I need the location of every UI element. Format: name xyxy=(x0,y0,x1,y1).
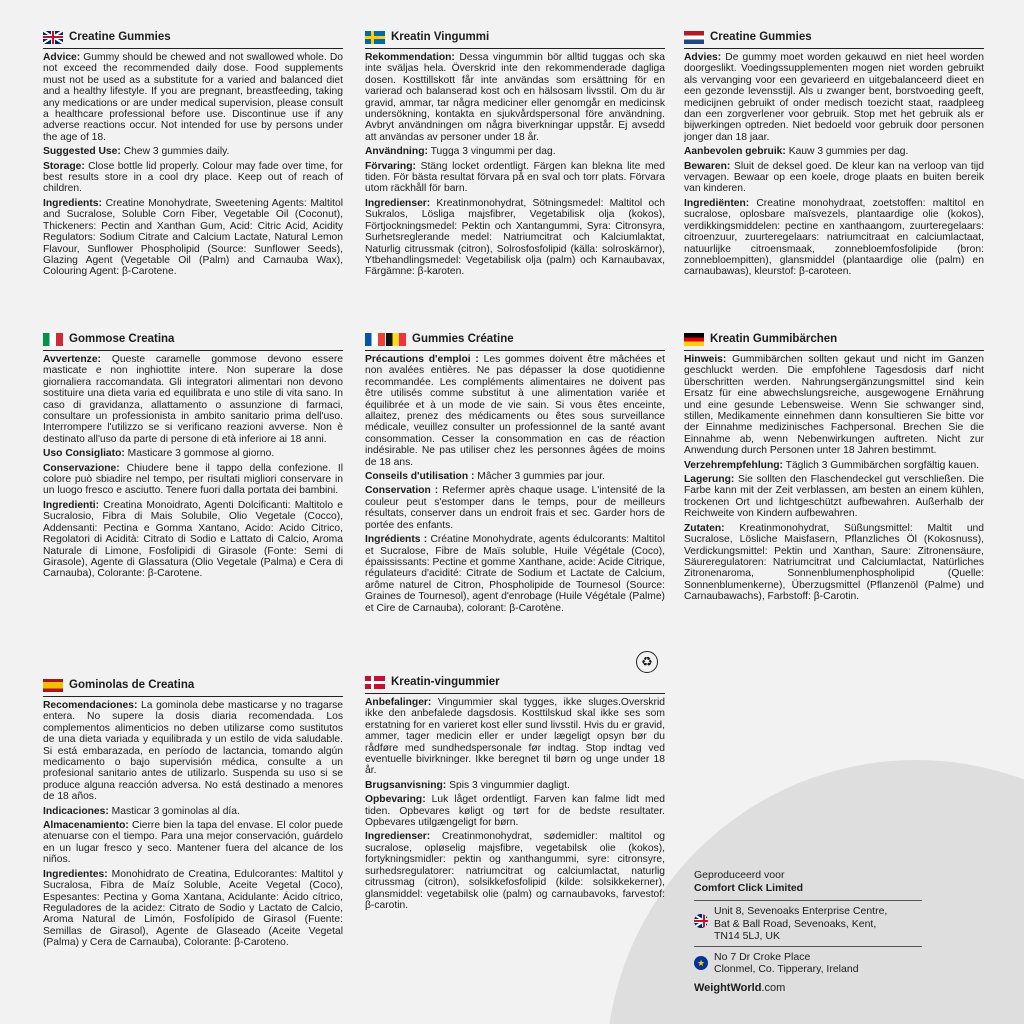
section-title: Kreatin Vingummi xyxy=(391,31,490,43)
paragraph-label: Användning: xyxy=(365,146,428,158)
section-heading xyxy=(365,675,665,689)
section-title: Creatine Gummies xyxy=(69,31,171,43)
section-es xyxy=(43,678,343,952)
divider xyxy=(365,48,665,49)
paragraph-label: Avvertenze: xyxy=(43,354,101,365)
paragraph-label: Zutaten: xyxy=(684,522,725,534)
section-paragraph xyxy=(43,161,343,195)
paragraph-label: Suggested Use: xyxy=(43,146,121,158)
eu-flag-icon xyxy=(694,956,708,970)
paragraph-text: Vingummier skal tygges, ikke sluges.Overskrid ikke den anbefalede dagsdosis. Kosttilskud skal ikke ses som erstatning for en varieret kost eller sund livsstil. Hvis du er gravid, ammer, tager medicin eller er under lægeligt opsyn bør du rådføre med sundhedspersonale før indtag. Stop indtag ved eventuelle bivirkninger. Ikke beregnet til børn og unge under 18 år. xyxy=(365,697,665,777)
section-title: Kreatin Gummibärchen xyxy=(710,333,838,345)
paragraph-text: Masticar 3 gominolas al día. xyxy=(108,805,240,817)
paragraph-label: Ingrediënten: xyxy=(684,197,750,209)
sweden-flag-icon xyxy=(365,31,385,44)
section-heading xyxy=(365,30,665,44)
uk-flag-icon xyxy=(694,914,708,928)
paragraph-text: Masticare 3 gommose al giorno. xyxy=(124,448,275,460)
paragraph-text: Monohidrato de Creatina, Edulcorantes: Maltitol y Sucralosa, Fibra de Maíz Soluble, Aceite Vegetal (Coco), Espesantes: Pectina y Goma Xantana, Acidulante: Ácido cítrico, Reguladores de la acidez: Citrato de Sodio y Lactato de Calcio, Aroma Natural de Limón, Fosfolípido de Girasol (Fuente: Semillas de Girasol), Agente de Glaseado (Aceite Vegetal (Palma) y Cera de Carnauba), Colorante: β-Caroteno. xyxy=(43,868,343,949)
section-paragraph xyxy=(684,460,984,471)
paragraph-label: Précautions d'emploi : xyxy=(365,354,479,365)
paragraph-text: Chew 3 gummies daily. xyxy=(120,146,230,158)
section-paragraph xyxy=(684,52,984,143)
section-paragraph xyxy=(684,523,984,603)
paragraph-text: Sie sollten den Flaschendeckel gut verschließen. Die Farbe kann mit der Zeit verblassen, am besten an einem kühlen, trockenen Ort und lichtgeschützt aufbewahren. Außerhalb der Reichweite von Kindern aufbewahren. xyxy=(684,474,984,520)
section-heading xyxy=(365,332,665,346)
divider xyxy=(43,696,343,697)
paragraph-text: Cierre bien la tapa del envase. El color puede atenuarse con el tiempo. Para una mejor conservación, guárdelo en un lugar fresco y seco. Mantener fuera del alcance de los niños. xyxy=(43,820,343,866)
section-paragraph xyxy=(43,700,343,803)
section-paragraph xyxy=(365,697,665,777)
spain-flag-icon xyxy=(43,679,63,692)
section-paragraph xyxy=(365,485,665,531)
paragraph-label: Ingredientes: xyxy=(43,868,108,880)
section-body xyxy=(365,697,665,911)
paragraph-label: Ingredienti: xyxy=(43,499,100,511)
section-paragraph xyxy=(43,806,343,817)
section-title: Creatine Gummies xyxy=(710,31,812,43)
paragraph-label: Ingredienser: xyxy=(365,831,431,843)
paragraph-text: Tugga 3 vingummi per dag. xyxy=(427,146,556,158)
address-line: Bat & Ball Road, Sevenoaks, Kent, xyxy=(714,917,877,930)
section-paragraph xyxy=(43,146,343,157)
paragraph-text: Close bottle lid properly. Colour may fade over time, for best results store in a cool dry place. Keep out of reach of children. xyxy=(43,160,343,195)
section-paragraph xyxy=(365,146,665,157)
section-en xyxy=(43,30,343,281)
paragraph-label: Almacenamiento: xyxy=(43,820,129,832)
paragraph-label: Bewaren: xyxy=(684,160,731,172)
paragraph-text: Sluit de deksel goed. De kleur kan na verloop van tijd vervagen. Bewaar op een koele, droge plaats en buiten bereik van kinderen. xyxy=(684,160,984,195)
paragraph-label: Aanbevolen gebruik: xyxy=(684,146,786,158)
website xyxy=(694,982,922,995)
section-paragraph xyxy=(365,831,665,911)
section-body xyxy=(365,354,665,614)
divider xyxy=(365,350,665,351)
denmark-flag-icon xyxy=(365,676,385,689)
paragraph-label: Indicaciones: xyxy=(43,805,109,817)
paragraph-label: Uso Consigliato: xyxy=(43,448,125,460)
paragraph-text: Refermer après chaque usage. L'intensité de la couleur peut s'estomper dans le temps, pour de meilleurs résultats, conserver dans un endroit frais et sec. Garder hors de portée des enfants. xyxy=(365,485,665,531)
paragraph-text: Luk låget ordentligt. Farven kan falme lidt med tiden. Opbevares køligt og tørt for de bedste resultater. Opbevares utilgængeligt for børn. xyxy=(365,794,665,829)
section-de xyxy=(684,332,984,606)
section-paragraph xyxy=(365,161,665,195)
paragraph-label: Ingredienser: xyxy=(365,197,431,209)
section-body xyxy=(684,52,984,278)
italy-flag-icon xyxy=(43,333,63,346)
address-line: Clonmel, Co. Tipperary, Ireland xyxy=(714,963,859,975)
section-heading xyxy=(43,332,343,346)
paragraph-text: Kreatinmonohydrat, Süßungsmittel: Maltit und Sucralose, Lösliche Maisfasern, Pflanzliches Öl (Kokosnuss), Verdickungsmittel: Pektin und Xanthan, Saure: Zitronensäure, Säureregulatoren: Natriumcitrat und Calciumlactat, Natürliches Zitronenaroma, Sonnenblumenphospholipid (Quelle: Sonnenblumenkerne), Überzugsmittel (Pflanzenöl (Palme) und Carnaubawachs), Farbstoff: β-Carotin. xyxy=(684,522,984,603)
belgium-flag-icon xyxy=(386,333,406,346)
paragraph-text: Gummibärchen sollten gekaut und nicht im Ganzen geschluckt werden. Die empfohlene Tagesdosis darf nicht überschritten werden. Nahrungsergänzungsmittel sind kein Ersatz für eine abwechslungsreiche, ausgewogene Ernährung und eine gesunde Lebensweise. Wenn Sie schwanger sind, stillen, Medikamente einnehmen dann konsultieren Sie bitte vor der Einnahme medizinisches Fachpersonal. Brechen Sie die Einnahme ab, wenn Nebenwirkungen auftreten. Nicht zur Anwendung durch Personen unter 18 Jahren bestimmt. xyxy=(684,354,984,457)
section-paragraph xyxy=(365,52,665,143)
section-body xyxy=(684,354,984,603)
paragraph-label: Lagerung: xyxy=(684,474,735,486)
section-body xyxy=(43,700,343,949)
section-paragraph xyxy=(365,198,665,278)
address-line: No 7 Dr Croke Place xyxy=(714,950,811,963)
paragraph-label: Advice: xyxy=(43,52,81,63)
address-ie xyxy=(694,946,922,979)
divider xyxy=(43,350,343,351)
paragraph-text: Creatine monohydraat, zoetstoffen: maltitol en sucralose, oplosbare maïsvezels, plantaardige olie (kokos), verdikkingsmiddelen: pectine en xanthaangom, zuurteregelaars: citroenzuur, zuurteregelaars: natriumcitraat en calciumlactaat, natuurlijke citroensmaak, zonnebloemfosfolipide (bron: zonnebloempitten), glansmiddel (plantaardige olie (palm) en carnaubawas), kleurstof: β-caroteen. xyxy=(684,197,984,278)
section-paragraph xyxy=(365,354,665,468)
recycle-icon: ♻ xyxy=(636,651,658,673)
paragraph-text: Les gommes doivent être mâchées et non avalées entières. Ne pas dépasser la dose quotidienne recommandée. Les compléments alimentaires ne doivent pas être utilisés comme substitut à une alimentation variée et équilibrée et à un mode de vie sain. Si vous êtes enceinte, allaitez, prenez des médicaments ou êtes sous surveillance médicale, veuillez consulter un professionnel de la santé avant consommation. Cesser la consommation en cas de réaction indésirable. Ne pas utiliser chez les personnes âgées de moins de 18 ans. xyxy=(365,354,665,468)
paragraph-text: Gummy should be chewed and not swallowed whole. Do not exceed the recommended daily dose. Food supplements must not be used as a substitute for a varied and balanced diet and a healthy lifestyle. If you are pregnant, breastfeeding, taking any medications or are under medical supervision, please consult a healthcare professional before use. Discontinue use if any adverse reactions occur. Not intended for use by persons under the age of 18. xyxy=(43,52,343,143)
producer-company: Comfort Click Limited xyxy=(694,881,804,894)
section-heading xyxy=(43,30,343,44)
section-paragraph xyxy=(684,354,984,457)
section-title: Gommose Creatina xyxy=(69,333,175,345)
paragraph-label: Recomendaciones: xyxy=(43,700,138,711)
section-paragraph xyxy=(684,474,984,520)
section-paragraph xyxy=(365,794,665,828)
section-title: Gummies Créatine xyxy=(412,333,514,345)
producer-info xyxy=(694,869,922,994)
paragraph-label: Brugsanvisning: xyxy=(365,779,447,791)
divider xyxy=(365,693,665,694)
divider xyxy=(43,48,343,49)
paragraph-text: La gominola debe masticarse y no tragarse entera. No supere la dosis diaria recomendada. Los complementos alimenticios no deben utilizarse como sustitutos de una dieta variada y equilibrada y un estilo de vida saludable. Si está embarazada, en período de lactancia, tomando algún medicamento o bajo supervisión médica, consulte a un profesional sanitario antes de utilizarlo. Suspenda su uso si se produce alguna reacción adversa. No está destinado a menores de 18 años. xyxy=(43,700,343,803)
paragraph-text: Queste caramelle gommose devono essere masticate e non inghiottite intere. Non superare la dose giornaliera raccomandata. Gli integratori alimentari non devono sostituire una dieta varia ed equilibrata e uno stile di vita sano. In caso di gravidanza, allattamento o assunzione di farmaci, consultare un professionista in ambito sanitario prima dell'uso. Interrompere l'utilizzo se si verificano reazioni avverse. Non è destinato all'uso da parte di persone di età inferiore ai 18 anni. xyxy=(43,354,343,445)
website-domain: .com xyxy=(761,981,786,994)
section-paragraph xyxy=(365,534,665,614)
section-nl xyxy=(684,30,984,281)
paragraph-label: Conservazione: xyxy=(43,462,120,474)
address-uk xyxy=(694,900,922,946)
france-flag-icon xyxy=(365,333,385,346)
section-paragraph xyxy=(365,471,665,482)
paragraph-text: Kreatinmonohydrat, Sötningsmedel: Maltitol och Sukralos, Lösliga majsfibrer, Vegetabilisk olja (kokos), Förtjockningsmedel: Pektin och Xantangummi, Syra: Citronsyra, Surhetsreglerande medel: Natriumcitrat och Kalciumlaktat, Naturlig citrussmak (citron), Solrosfosfolipid (källa: solroskärnor), Ytbehandlingsmedel: Vegetabilisk olja (palm) och Karnaubavax, Färgämne: β-karoten. xyxy=(365,197,665,278)
divider xyxy=(684,48,984,49)
section-paragraph xyxy=(43,500,343,580)
section-paragraph xyxy=(365,780,665,791)
section-it xyxy=(43,332,343,583)
section-paragraph xyxy=(684,198,984,278)
section-paragraph xyxy=(43,52,343,143)
section-paragraph xyxy=(43,463,343,497)
section-paragraph xyxy=(43,869,343,949)
paragraph-label: Anbefalinger: xyxy=(365,697,432,708)
paragraph-text: Creatine Monohydrate, Sweetening Agents: Maltitol and Sucralose, Soluble Corn Fiber, Vegetable Oil (Coconut), Thickeners: Pectin and Xanthan Gum, Acid: Citric Acid, Acidity Regulators: Sodium Citrate and Calcium Lactate, Natural Lemon Flavour, Sunflower Phospholipid (Source: Sunflower Seeds), Glazing Agent (Vegetable Oil (Palm) and Carnauba Wax), Colouring Agent: β-Carotene. xyxy=(43,197,343,278)
section-body xyxy=(43,52,343,278)
section-dk xyxy=(365,675,665,914)
paragraph-label: Rekommendation: xyxy=(365,52,455,63)
section-paragraph xyxy=(684,146,984,157)
paragraph-text: Creatinmonohydrat, sødemidler: maltitol og sucralose, opløselig majsfibre, vegetabilsk olie (kokos), fortykningsmidler: pektin og xanthangummi, syre: citronsyre, surhedsregulatorer: natriumcitrat og calciumlactat, naturlig citrussmag (citron), solsikkefosfolipid (kilde: solsikkekerner), glansmiddel: vegetabilsk olie (palm) og carnaubavoks, farvestof: β-carotin. xyxy=(365,831,665,911)
paragraph-label: Storage: xyxy=(43,160,85,172)
section-paragraph xyxy=(43,198,343,278)
section-title: Gominolas de Creatina xyxy=(69,679,195,691)
section-heading xyxy=(43,678,343,692)
section-paragraph xyxy=(43,448,343,459)
paragraph-label: Verzehrempfehlung: xyxy=(684,459,783,471)
netherlands-flag-icon xyxy=(684,31,704,44)
paragraph-text: Mâcher 3 gummies par jour. xyxy=(474,471,605,483)
section-paragraph xyxy=(684,161,984,195)
uk-flag-icon xyxy=(43,31,63,44)
producer-label: Geproduceerd voor xyxy=(694,869,785,881)
section-heading xyxy=(684,30,984,44)
paragraph-label: Ingredients: xyxy=(43,197,102,209)
germany-flag-icon xyxy=(684,333,704,346)
paragraph-text: Spis 3 vingummier dagligt. xyxy=(446,779,570,791)
paragraph-label: Förvaring: xyxy=(365,160,416,172)
paragraph-text: Créatine Monohydrate, agents édulcorants: Maltitol et Sucralose, Fibre de Maïs soluble, Huile Végétale (Coco), épaississants: Pectine et gomme Xanthane, acide: Acide Citrique, régulateurs d'acidité: Citrate de Sodium et Lactate de Calcium, arôme naturel de Citron, Phospholipide de Tournesol (Source: Graines de Tournesol), agent d'enrobage (Huile Végétale (Palme) et Cire de Carnauba), colorant: β-Carotène. xyxy=(365,534,665,614)
paragraph-label: Ingrédients : xyxy=(365,534,428,546)
paragraph-label: Opbevaring: xyxy=(365,794,426,806)
paragraph-text: Chiudere bene il tappo della confezione. Il colore può sbiadire nel tempo, per risultati migliori conservare in un luogo fresco e asciutto. Tenere fuori dalla portata dei bambini. xyxy=(43,462,343,497)
section-paragraph xyxy=(43,354,343,445)
paragraph-text: Dessa vingummin bör alltid tuggas och ska inte sväljas hela. Överskrid inte den rekommenderade dagliga dosen. Kosttillskott får inte användas som ersättning för en varierad och balanserad kost och en hälsosam livsstil. Om du är gravid, ammar, tar några mediciner eller genomgår en medicinsk undersökning, kontakta en sjukvårdspersonal före användning. Avbryt användningen om några biverkningar uppstår. Ej avsedd att användas av personer under 18 år. xyxy=(365,52,665,143)
section-heading xyxy=(684,332,984,346)
paragraph-label: Hinweis: xyxy=(684,354,727,365)
section-paragraph xyxy=(43,820,343,866)
paragraph-text: Kauw 3 gummies per dag. xyxy=(785,146,909,158)
divider xyxy=(684,350,984,351)
paragraph-text: Stäng locket ordentligt. Färgen kan blekna lite med tiden. För bästa resultat förvara på en sval och torr plats. Förvara utom räckhåll för barn. xyxy=(365,160,665,195)
address-line: Unit 8, Sevenoaks Enterprise Centre, xyxy=(714,905,888,917)
address-line: TN14 5LJ, UK xyxy=(714,930,780,942)
paragraph-label: Conservation : xyxy=(365,485,439,497)
paragraph-label: Conseils d'utilisation : xyxy=(365,471,475,483)
section-body xyxy=(365,52,665,278)
paragraph-label: Advies: xyxy=(684,52,722,63)
section-se xyxy=(365,30,665,281)
paragraph-text: Täglich 3 Gummibärchen sorgfältig kauen. xyxy=(782,459,980,471)
website-brand: WeightWorld xyxy=(694,981,762,994)
section-title: Kreatin-vingummier xyxy=(391,676,500,688)
paragraph-text: Creatina Monoidrato, Agenti Dolcificanti: Maltitolo e Sucralosio, Fibra di Mais Solubile, Olio Vegetale (Cocco), Addensanti: Pectina e Gomma Xantano, Acido: Acido Citrico, Regolatori di Acidità: Citrato di Sodio e Lattato di Calcio, Aroma Naturale di Limone, Fosfolipidi di Girasole (Fonte: Semi di Girasole), Agente di Glassatura (Olio Vegetale (Palma) e Cera di Carnauba), Colorante: β-Carotene. xyxy=(43,499,343,580)
section-fr xyxy=(365,332,665,617)
paragraph-text: De gummy moet worden gekauwd en niet heel worden doorgeslikt. Voedingssupplementen mogen niet worden gebruikt als vervanging voor een gevarieerd en uitgebalanceerd dieet en een gezonde levensstijl. Als u zwanger bent, borstvoeding geeft, medicijnen gebruikt of onder medisch toezicht staat, raadpleeg dan een zorgverlener voor gebruik. Stop met het gebruik als er bijwerkingen optreden. Niet bedoeld voor gebruik door personen jonger dan 18 jaar. xyxy=(684,52,984,143)
section-body xyxy=(43,354,343,580)
